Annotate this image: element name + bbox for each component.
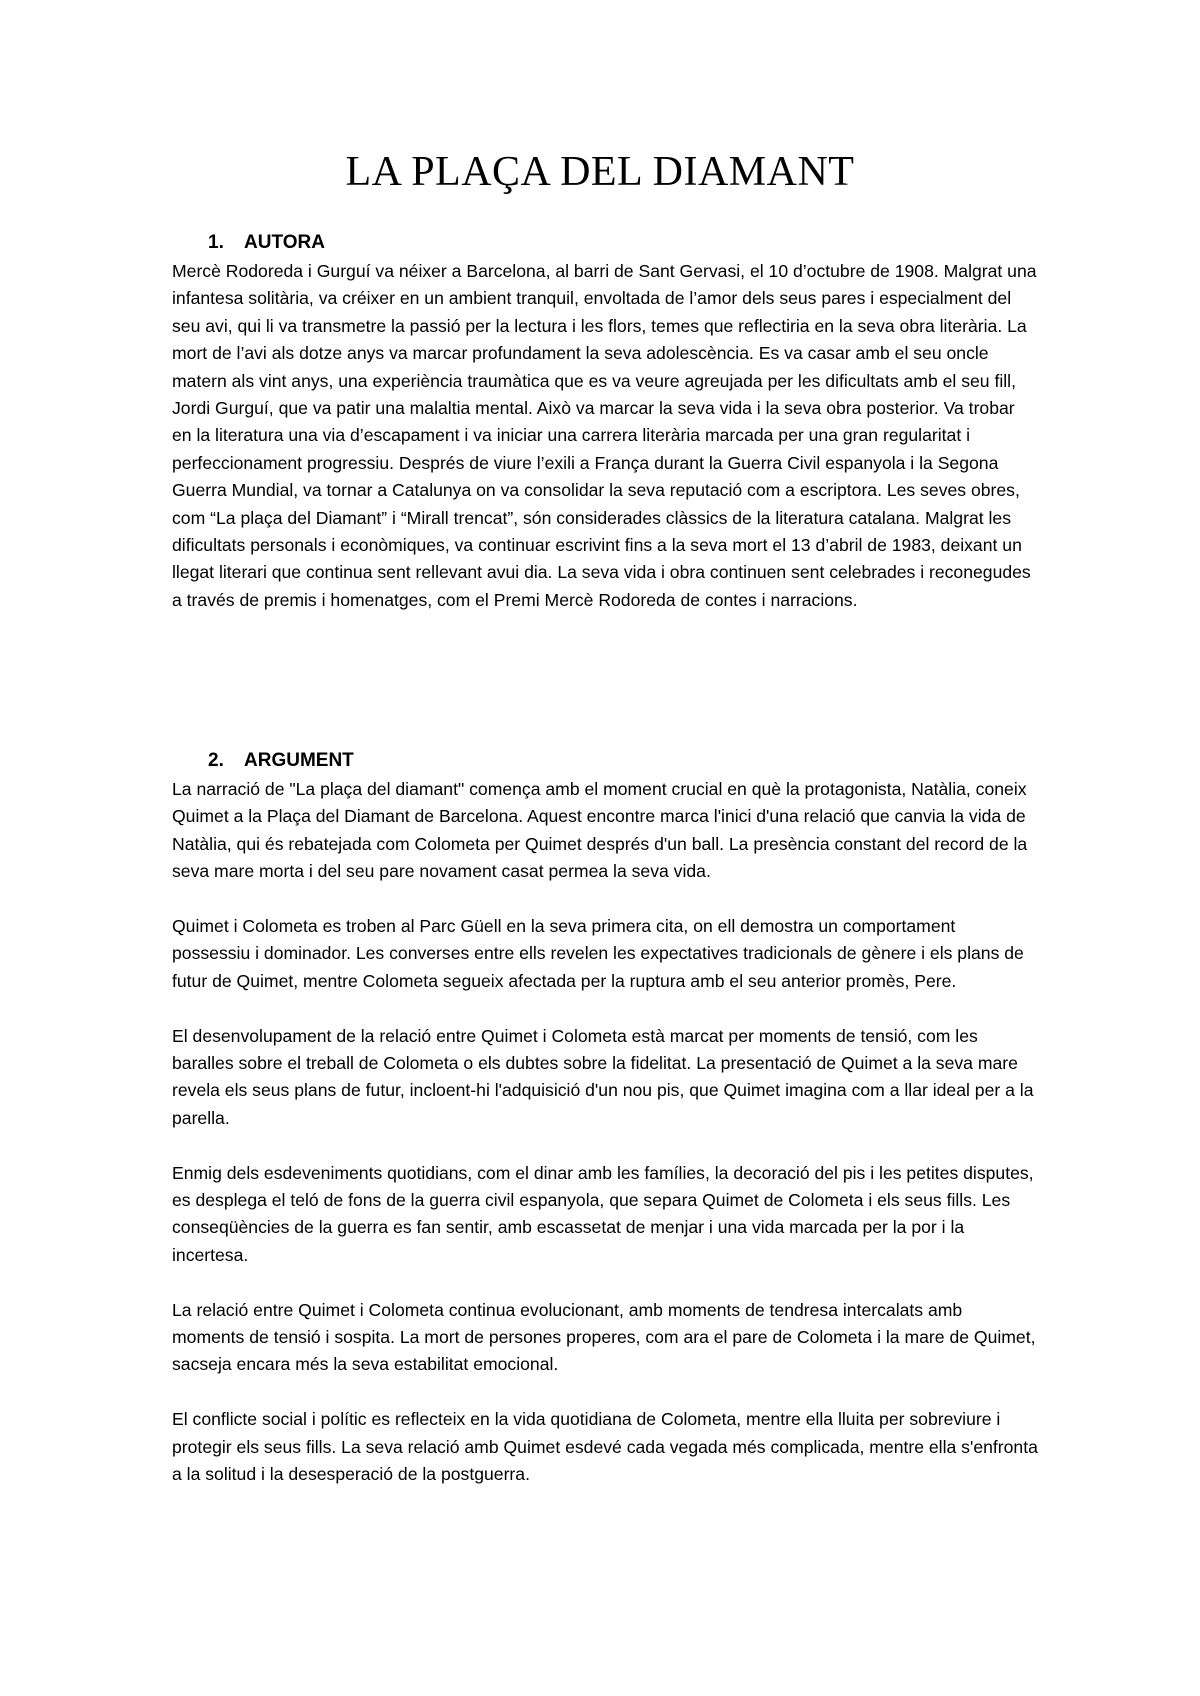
paragraph: Enmig dels esdeveniments quotidians, com el dinar amb les famílies, la decoració del pis i les petites disputes, es desplega el teló de fons de la guerra civil espanyola, que separa Quimet de Colometa i els seus fills. Les conseqüències de la guerra es fan sentir, amb escassetat de menjar i una vida marcada per la por i la incertesa. xyxy=(172,1162,1034,1265)
paragraph: El conflicte social i polític es reflecteix en la vida quotidiana de Colometa, mentre ella lluita per sobreviure i protegir els seus fills. La seva relació amb Quimet esdevé cada vegada més complicada, mentre ella s'enfronta a la solitud i la desesperació de la postguerra. xyxy=(172,1409,1038,1485)
section-title: ARGUMENT xyxy=(244,750,354,771)
paragraph: La narració de "La plaça del diamant" comença amb el moment crucial en què la protagonista, Natàlia, coneix Quimet a la Plaça del Diamant de Barcelona. Aquest encontre marca l'inici d'una relació que canvia la vida de Natàlia, qui és rebatejada com Colometa per Quimet després d'un ball. La presència constant del record de la seva mare morta i del seu pare novament casat permea la seva vida. xyxy=(172,779,1028,882)
paragraph: El desenvolupament de la relació entre Quimet i Colometa està marcat per moments de tensió, com les baralles sobre el treball de Colometa o els dubtes sobre la fidelitat. La presentació de Quimet a la seva mare revela els seus plans de futur, incloent-hi l'adquisició d'un nou pis, que Quimet imagina com a llar ideal per a la parella. xyxy=(172,1025,1034,1128)
paragraph: Quimet i Colometa es troben al Parc Güell en la seva primera cita, on ell demostra un comportament possessiu i dominador. Les converses entre ells revelen les expectatives tradicionals de gènere i els plans de futur de Quimet, mentre Colometa segueix afectada per la ruptura amb el seu anterior promès, Pere. xyxy=(172,916,1024,991)
section-heading xyxy=(172,746,1038,776)
document-title: LA PLAÇA DEL DIAMANT xyxy=(345,149,855,195)
paragraph: Mercè Rodoreda i Gurguí va néixer a Barcelona, al barri de Sant Gervasi, el 10 d’octubre de 1908. Malgrat una infantesa solitària, va créixer en un ambient tranquil, envoltada de l’amor dels seus pares i especialment del seu avi, qui li va transmetre la passió per la lectura i les flors, temes que reflectiria en la seva obra literària. La mort de l’avi als dotze anys va marcar profundament la seva adolescència. Es va casar amb el seu oncle matern als vint anys, una experiència traumàtica que es va veure agreujada per les dificultats amb el seu fill, Jordi Gurguí, que va patir una malaltia mental. Això va marcar la seva vida i la seva obra posterior. Va trobar en la literatura una via d’escapament i va iniciar una carrera literària marcada per una gran regularitat i perfeccionament progressiu. Després de viure l’exili a França durant la Guerra Civil espanyola i la Segona Guerra Mundial, va tornar a Catalunya on va consolidar la seva reputació com a escriptora. Les seves obres, com “La plaça del Diamant” i “Mirall trencat”, són considerades clàssics de la literatura catalana. Malgrat les dificultats personals i econòmiques, va continuar escrivint fins a la seva mort el 13 d’abril de 1983, deixant un llegat literari que continua sent rellevant avui dia. La seva vida i obra continuen sent celebrades i reconegudes a través de premis i homenatges, com el Premi Mercè Rodoreda de contes i narracions. xyxy=(172,261,1037,610)
paragraph: La relació entre Quimet i Colometa continua evolucionant, amb moments de tendresa intercalats amb moments de tensió i sospita. La mort de persones properes, com ara el pare de Colometa i la mare de Quimet, sacseja encara més la seva estabilitat emocional. xyxy=(172,1299,1036,1375)
section-heading xyxy=(172,228,1038,258)
section-number: 1. xyxy=(208,232,224,253)
section-argument xyxy=(172,746,1038,1488)
section-autora xyxy=(172,228,1038,614)
section-title: AUTORA xyxy=(244,232,325,253)
section-number: 2. xyxy=(208,750,224,771)
